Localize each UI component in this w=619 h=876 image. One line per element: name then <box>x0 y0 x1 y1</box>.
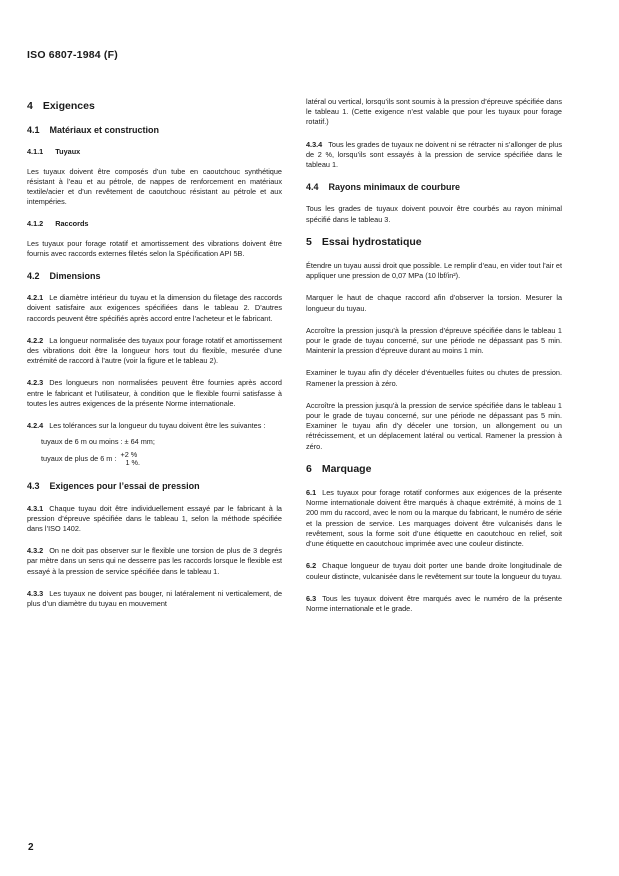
section-4-1-2-heading: 4.1.2 Raccords <box>27 219 89 229</box>
tolerance-row-short: tuyaux de 6 m ou moins : ± 64 mm; <box>41 437 155 447</box>
section-4-3-3-continued: latéral ou vertical, lorsqu’ils sont soumis à la pression d’épreuve spécifiée dans le tableau 1. (Cette exigence n’est valable que pour les tuyaux pour forage rotatif.) <box>306 97 562 127</box>
section-6-2-text: 6.2 Chaque longueur de tuyau doit porter une bande droite longitudinale de couleur distincte, vulcanisée dans le revêtement sur toute la longueur du tuyau. <box>306 561 562 581</box>
section-4-3-heading: 4.3 Exigences pour l’essai de pression <box>27 481 200 492</box>
section-4-1-1-text: Les tuyaux doivent être composés d’un tube en caoutchouc synthétique résistant à l’eau et au pétrole, de nappes de renforcement en matériaux textile/acier et d’un revêtement de caoutchouc résistant au pétrole et aux intempéries. <box>27 166 282 207</box>
section-5-paragraph-1: Étendre un tuyau aussi droit que possible. Le remplir d’eau, en vider tout l’air et appliquer une pression de 0,07 MPa (10 lbf/in²). <box>306 261 562 281</box>
section-5-paragraph-5: Accroître la pression jusqu’à la pression de service spécifiée dans le tableau 1 pour le grade de tuyau concerné, sur une période ne dépassant pas 5 min. Examiner le tuyau afin d’y déceler une torsion, un allongement ou un rétrécissement, et un déplacement latéral ou vertical. Ramener la pression à zéro. <box>306 400 562 451</box>
section-4-1-2-text: Les tuyaux pour forage rotatif et amortissement des vibrations doivent être fournis avec raccords externes filetés selon la Spécification API 5B. <box>27 238 282 258</box>
section-4-3-3-text: 4.3.3 Les tuyaux ne doivent pas bouger, ni latéralement ni verticalement, de plus d’un diamètre du tuyau en mouvement <box>27 588 282 609</box>
page-number: 2 <box>28 842 34 853</box>
right-column <box>306 97 562 626</box>
section-4-1-heading: 4.1 Matériaux et construction <box>27 125 160 136</box>
section-4-2-4-text: 4.2.4 Les tolérances sur la longueur du tuyau doivent être les suivantes : <box>27 421 266 431</box>
section-5-paragraph-3: Accroître la pression jusqu’à la pression d’épreuve spécifiée dans le tableau 1 pour le grade de tuyau concerné, sur une période ne dépassant pas 5 min. Maintenir la pression d’épreuve durant au moins 1 min. <box>306 325 562 356</box>
section-4-3-1-text: 4.3.1 Chaque tuyau doit être individuellement essayé par le fabricant à la pression d’épreuve spécifiée dans le tableau 1, selon la méthode spécifiée dans l’ISO 1402. <box>27 503 282 534</box>
section-4-2-heading: 4.2 Dimensions <box>27 271 101 282</box>
section-6-heading: 6 Marquage <box>306 462 372 475</box>
section-4-4-text: Tous les grades de tuyaux doivent pouvoir être courbés au rayon minimal spécifié dans le tableau 3. <box>306 204 562 224</box>
section-4-4-heading: 4.4 Rayons minimaux de courbure <box>306 182 461 193</box>
section-4-heading: 4 Exigences <box>27 100 95 112</box>
section-4-2-3-text: 4.2.3 Des longueurs non normalisées peuvent être fournies après accord entre le fabricant et l’utilisateur, à condition que le flexible fourni satisfasse à toutes les autres exigences de la présente Norme internationale. <box>27 378 282 408</box>
tolerance-row-long: tuyaux de plus de 6 m : +2 % 1 %. <box>41 450 141 468</box>
tolerance-fraction: +2 % 1 %. <box>120 450 141 468</box>
section-4-2-1-text: 4.2.1 Le diamètre intérieur du tuyau et la dimension du filetage des raccords doivent satisfaire aux exigences spécifiées dans le tableau 2. D’autres raccords peuvent être spécifiés après accord entre l’acheteur et le fabricant. <box>27 293 282 323</box>
section-4-2-2-text: 4.2.2 La longueur normalisée des tuyaux pour forage rotatif et amortissement des vibrations doit être la longueur hors tout du flexible, mesurée d’une extrémité de raccord à l’autre (voir la figure et le tableau 2). <box>27 335 282 366</box>
document-header: ISO 6807-1984 (F) <box>27 49 118 61</box>
section-6-3-text: 6.3 Tous les tuyaux doivent être marqués avec le numéro de la présente Norme internationale et le grade. <box>306 593 562 613</box>
section-4-3-4-text: 4.3.4 Tous les grades de tuyaux ne doivent ni se rétracter ni s’allonger de plus de 2 %, lorsqu’ils sont essayés à la pression de service spécifiée dans le tableau 1. <box>306 139 562 170</box>
section-5-heading: 5 Essai hydrostatique <box>306 235 422 248</box>
section-6-1-text: 6.1 Les tuyaux pour forage rotatif conformes aux exigences de la présente Norme internationale doivent être marqués à chaque extrémité, à moins de 1 200 mm du raccord, avec le nom ou la marque du fabricant, le numéro de série et la pression de service. Les marquages doivent être vulcanisés dans le revêtement, sous la forme soit d’une étiquette en caoutchouc en relief, soit d’une étiquette en caoutchouc imprimée avec une couleur distincte. <box>306 488 562 549</box>
left-column <box>27 97 282 621</box>
section-5-paragraph-2: Marquer le haut de chaque raccord afin d’observer la torsion. Mesurer la longueur du tuyau. <box>306 293 562 313</box>
section-4-3-2-text: 4.3.2 On ne doit pas observer sur le flexible une torsion de plus de 3 degrés par mètre dans un sens qui ne desserre pas les raccords lorsque le flexible est essayé à la pression de service spécifiée dans le tableau 1. <box>27 546 282 576</box>
section-5-paragraph-4: Examiner le tuyau afin d’y déceler d’éventuelles fuites ou chutes de pression. Ramener la pression à zéro. <box>306 368 562 388</box>
section-4-1-1-heading: 4.1.1 Tuyaux <box>27 147 81 157</box>
